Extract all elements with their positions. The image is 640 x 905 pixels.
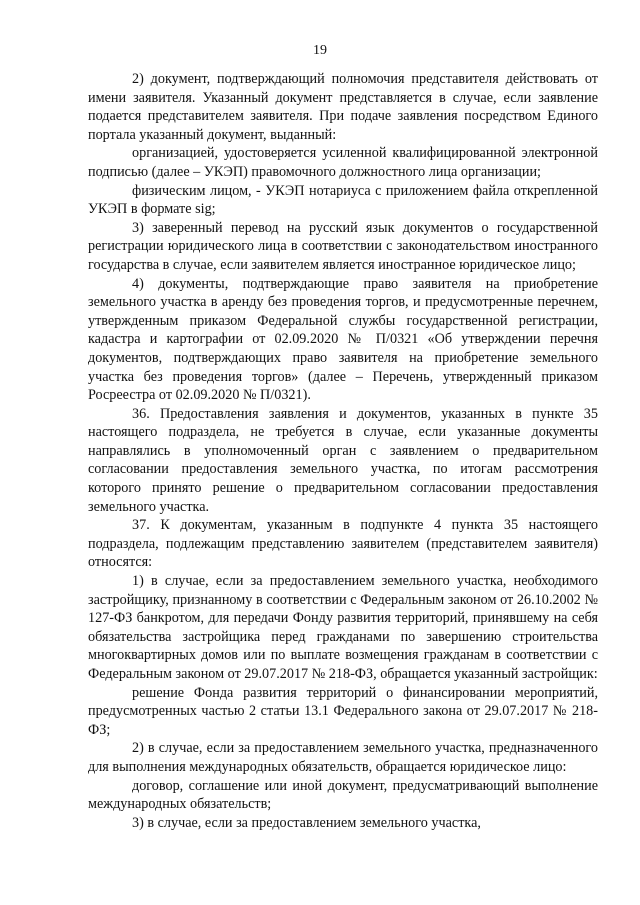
paragraph-37-item-2: 2) в случае, если за предоставлением земельного участка, предназначенного для выполнения международных обязательств, обращается юридическое лицо: — [88, 740, 598, 775]
paragraph-individual: физическим лицом, - УКЭП нотариуса с приложением файла открепленной УКЭП в формате sig; — [88, 182, 598, 218]
paragraph-36: 36. Предоставления заявления и документов, указанных в пункте 35 настоящего подраздела, не требуется в случае, если указанные документы направлялись в уполномоченный орган с заявлением о предварительном согласовании предоставления земельного участка, по итогам рассмотрения которого принято решение о предварительном согласовании предоставления земельного участка. — [88, 405, 598, 515]
paragraph-3-translation: 3) заверенный перевод на русский язык документов о государственной регистрации юридического лица в соответствии с законодательством иностранного государства в случае, если заявителем является иностранное юридическое лицо; — [88, 219, 598, 273]
paragraph-37-item-1: 1) в случае, если за предоставлением земельного участка, необходимого застройщику, признанному в соответствии с Федеральным законом от 26.10.2002 № 127-ФЗ банкротом, для передачи Фонду развития территорий, принявшему на себя обязательства застройщика перед гражданами по завершению строительства многоквартирных домов или по выплате возмещения гражданам в соответствии с Федеральным законом от 29.07.2017 № 218-ФЗ, обращается указанный застройщик: — [88, 573, 598, 682]
paragraph-4-rights-documents: 4) документы, подтверждающие право заявителя на приобретение земельного участка в аренду без проведения торгов, и предусмотренные перечнем, утвержденным приказом Федеральной службы государственной регистрации, кадастра и картографии от 02.09.2020 № П/0321 «Об утверждении перечня документов, подтверждающих право заявителя на приобретение земельного участка без проведения торгов» (далее – Перечень, утвержденный приказом Росреестра от 02.09.2020 № П/0321). — [88, 275, 598, 404]
paragraph-2-authority-document: 2) документ, подтверждающий полномочия представителя действовать от имени заявителя. Указанный документ представляется в случае, если заявление подается представителем заявителя. При подаче заявления посредством Единого портала указанный документ, выданный: — [88, 71, 598, 143]
paragraph-37: 37. К документам, указанным в подпункте 4 пункта 35 настоящего подраздела, подлежащим представлению заявителем (представителем заявителя) относятся: — [88, 517, 598, 571]
paragraph-37-item-3: 3) в случае, если за предоставлением земельного участка, — [132, 814, 481, 831]
paragraph-fund-decision: решение Фонда развития территорий о финансировании мероприятий, предусмотренных частью 2 статьи 13.1 Федерального закона от 29.07.2017 № 218-ФЗ; — [88, 684, 598, 738]
paragraph-agreement: договор, соглашение или иной документ, предусматривающий выполнение международных обязательств; — [88, 777, 598, 813]
paragraph-organization: организацией, удостоверяется усиленной квалифицированной электронной подписью (далее – УКЭП) правомочного должностного лица организации; — [88, 145, 598, 180]
document-body — [88, 70, 598, 832]
page-number: 19 — [313, 43, 327, 58]
